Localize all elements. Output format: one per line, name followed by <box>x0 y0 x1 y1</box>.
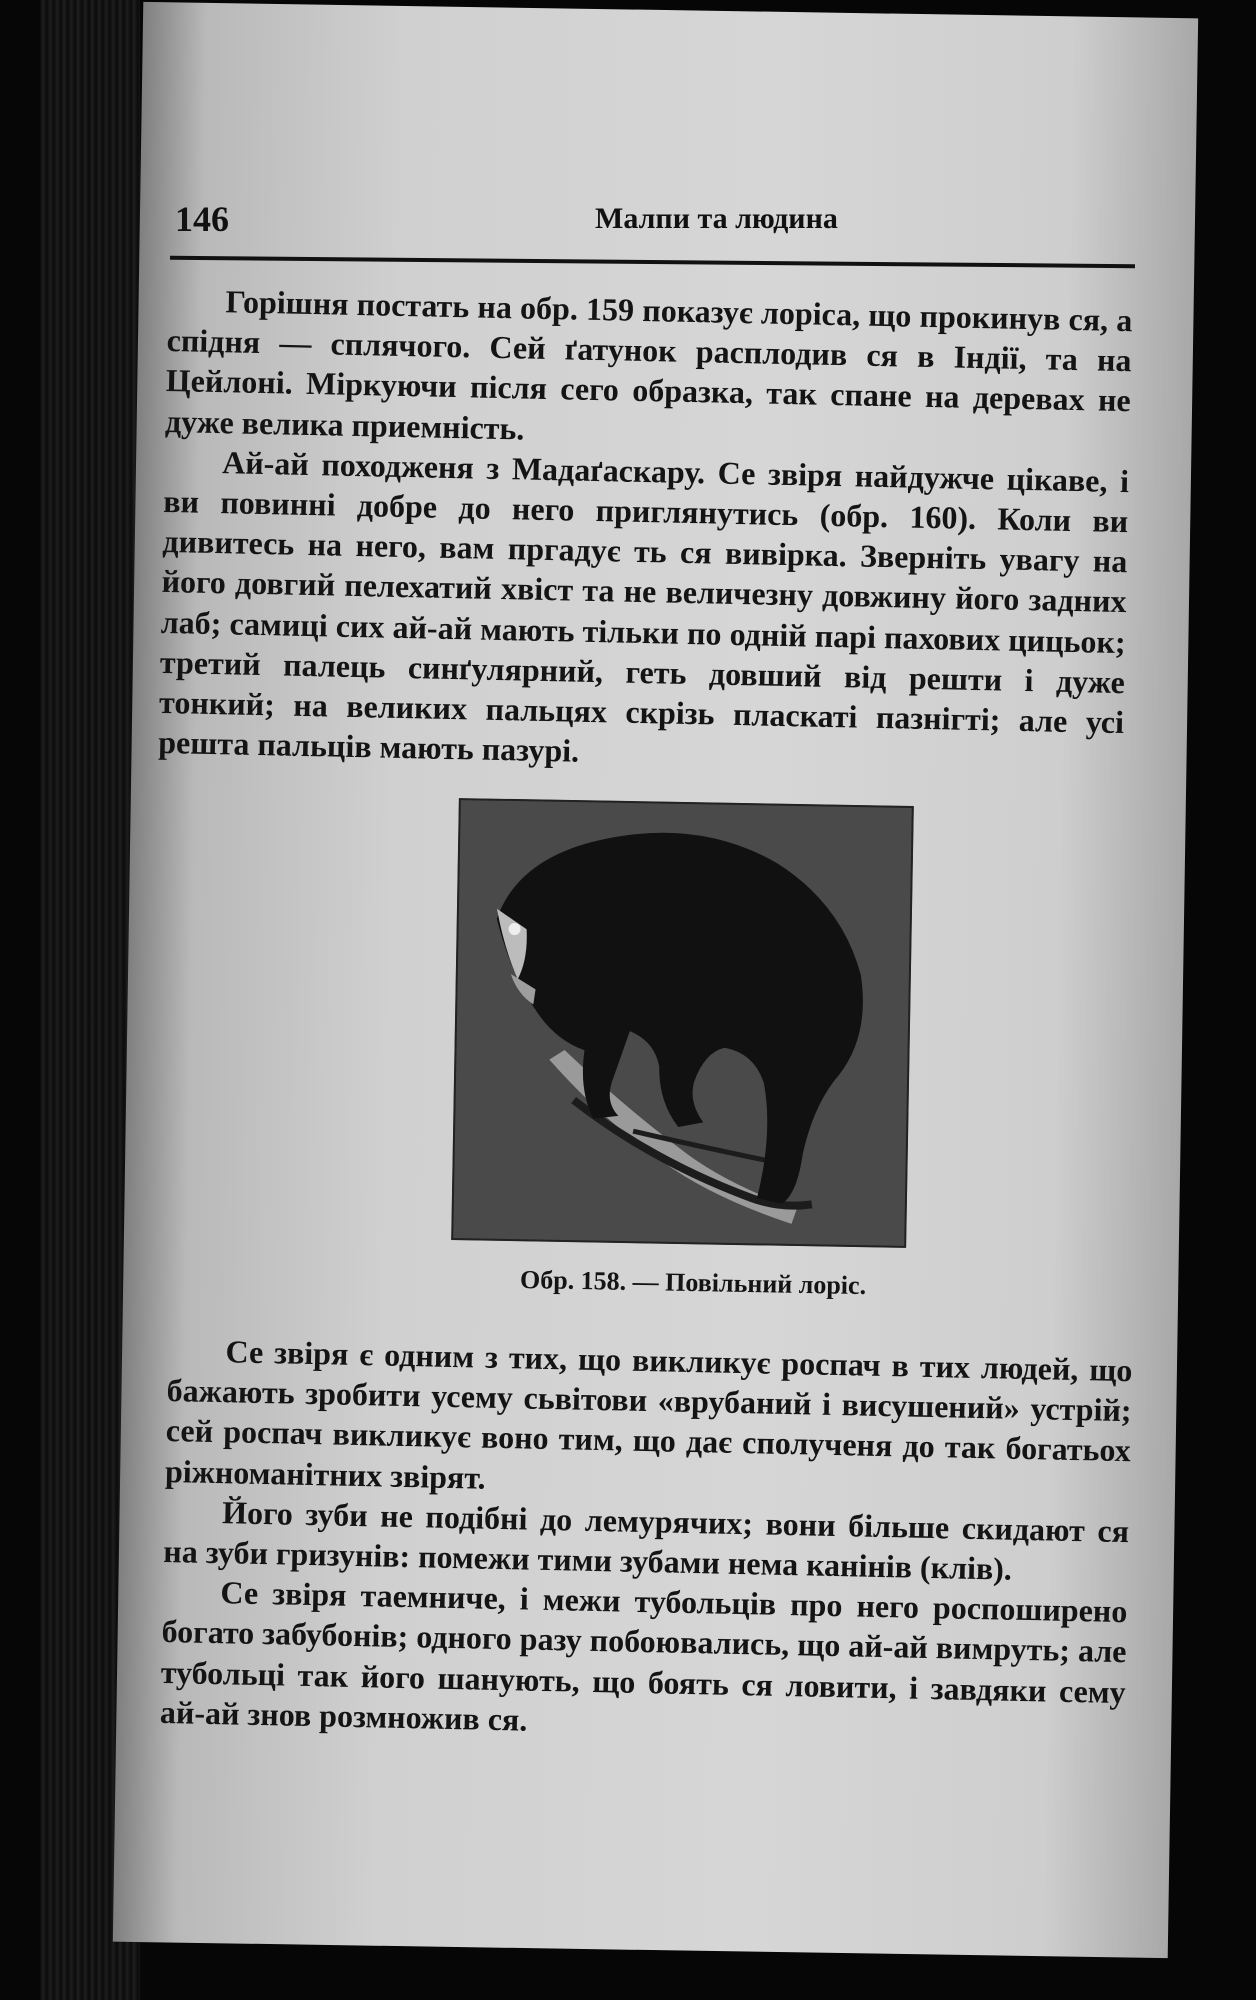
paragraph: Се звіря таемниче, і межи тубольців про него роспоширено богато забубонів; одного разу побоювались, що ай-ай вимруть; але тубольці так його шанують, що боять ся ловити, і завдяки сему ай-ай знов розмножив ся. <box>159 1574 1128 1738</box>
page-number: 146 <box>175 199 229 239</box>
paragraph: Його зуби не подібні до лемурячих; вони більше скидают ся на зуби гризунів: помежи тими зубами нема канінів (клів). <box>162 1493 1130 1587</box>
text-block-bottom <box>160 1330 1133 1752</box>
page-header <box>175 198 1135 248</box>
loris-illustration <box>451 798 914 1248</box>
running-title: Малпи та людина <box>595 202 838 235</box>
paragraph: Горішня постать на обр. 159 показує лоріса, що прокинув ся, а спідня — сплячого. Сей ґатунок расплодив ся в Індії, та на Цейлоні. Міркуючи після сего образка, так спане на деревах не дуже велика приемність. <box>164 283 1133 447</box>
loris-drawing <box>451 798 914 1248</box>
paragraph: Се звіря є одним з тих, що викликує роспач в тих людей, що бажають зробити усему сьвітови «врубаний і висушений» устрій; сей роспач викликує воно тим, що дає сполученя до так богатьох ріжноманітних звірят. <box>164 1333 1133 1496</box>
text-block-top <box>158 280 1133 783</box>
figure-caption: Обр. 158. — Повільний лоріс. <box>519 1264 867 1301</box>
paragraph: Ай-ай походженя з Мадаґаскару. Се звіря найдужче цікаве, і ви повинні добре до него приглянутись (обр. 160). Коли ви дивитесь на него, вам пргадує ть ся вивірка. Зверніть увагу на його довгий пелехатий хвіст та не величезну довжину його задних лаб; самиці сих ай-ай мають тільки по одній парі пахових цицьок; третий палець синґулярний, геть довший від решти і дуже тонкий; на великих пальцях скрізь пласкаті пазнігті; але усі решта пальців мають пазурі. <box>157 443 1130 769</box>
